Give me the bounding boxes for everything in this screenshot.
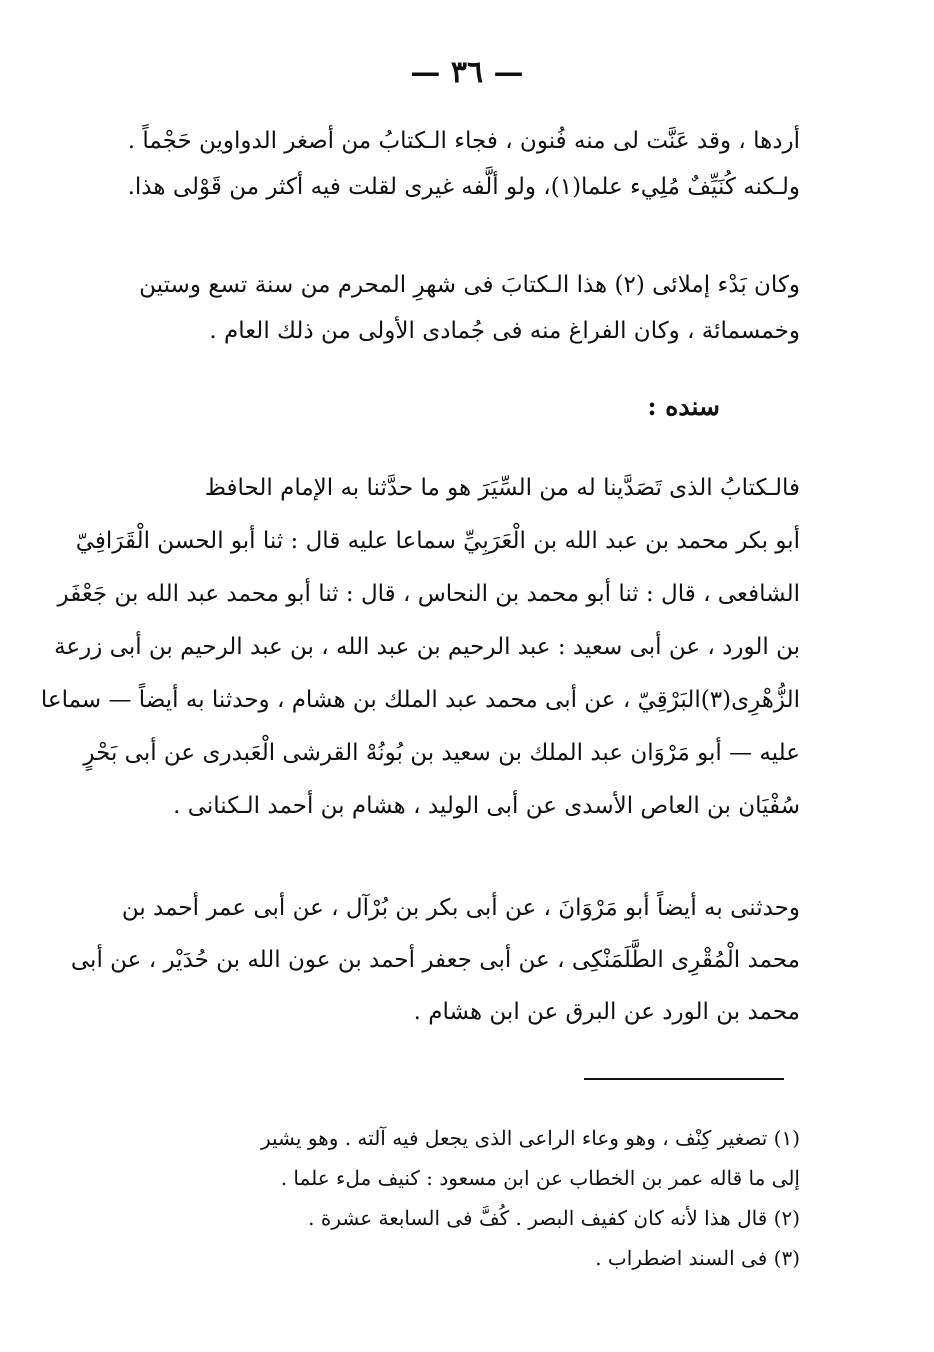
section-heading: سنده : [647,392,720,421]
footnotes [120,1118,800,1278]
footnote-line: (١) تصغير كِنْف ، وهو وعاء الراعى الذى يجعل فيه آلته . وهو يشير [260,1126,800,1150]
text-line: فالـكتابُ الذى تَصَدَّينا له من السِّيَرَ هو ما حدَّثنا به الإمام الحافظ [204,475,800,501]
text-line: وكان بَدْء إملائى (٢) هذا الـكتابَ فى شهرِ المحرم من سنة تسع وستين [139,272,800,298]
text-line: سُفْيَان بن العاص الأسدى عن أبى الوليد ، هشام بن أحمد الـكنانى . [173,793,800,819]
text-line: الزُّهْرِى(٣)البَرْقِيّ ، عن أبى محمد عبد الملك بن هشام ، وحدثنا به أيضاً — سماعا [40,687,800,713]
text-line: أردها ، وقد عَنَّت لى منه فُنون ، فجاء الـكتابُ من أصغر الدواوين حَجْماً . [127,128,800,154]
footnote-line: (٢) قال هذا لأنه كان كفيف البصر . كُفَّ فى السابعة عشرة . [308,1206,800,1230]
paragraph-chain-of-narration [40,462,800,833]
paragraph-dictation-date [120,262,800,354]
text-line: بن الورد ، عن أبى سعيد : عبد الرحيم بن عبد الله ، بن عبد الرحيم بن أبى زرعة [54,634,800,660]
text-line: محمد الْمُقْرِى الطَّلَمَنْكِى ، عن أبى جعفر أحمد بن عون الله بن حُدَيْر ، عن أبى [70,947,800,973]
footnote-line: (٣) فى السند اضطراب . [595,1246,800,1270]
text-line: الشافعى ، قال : ثنا أبو محمد بن النحاس ، قال : ثنا أبو محمد عبد الله بن جَعْفَر [57,581,800,607]
paragraph-second-chain [70,882,800,1038]
page-number: — ٣٦ — [410,55,524,90]
text-line: عليه — أبو مَرْوَان عبد الملك بن سعيد بن بُونُهْ القرشى الْعَبدرى عن أبى بَحْرٍ [83,740,800,766]
text-line: وخمسمائة ، وكان الفراغ منه فى جُمادى الأولى من ذلك العام . [209,318,800,344]
text-line: محمد بن الورد عن البرق عن ابن هشام . [413,999,800,1025]
text-line: أبو بكر محمد بن عبد الله بن الْعَرَبِيِّ سماعا عليه قال : ثنا أبو الحسن الْقَرَافِيّ [75,528,800,554]
text-line: ولـكنه كُنَيِّفٌ مُلِيء علما(١)، ولو ألَّفه غيرى لقلت فيه أكثر من قَوْلى هذا. [127,174,800,200]
footnote-divider [584,1078,784,1080]
text-line: وحدثنى به أيضاً أبو مَرْوَانَ ، عن أبى بكر بن بُرْآل ، عن أبى عمر أحمد بن [121,895,800,921]
footnote-line: إلى ما قاله عمر بن الخطاب عن ابن مسعود : كنيف ملء علما . [280,1166,800,1190]
paragraph-intro [120,118,800,210]
